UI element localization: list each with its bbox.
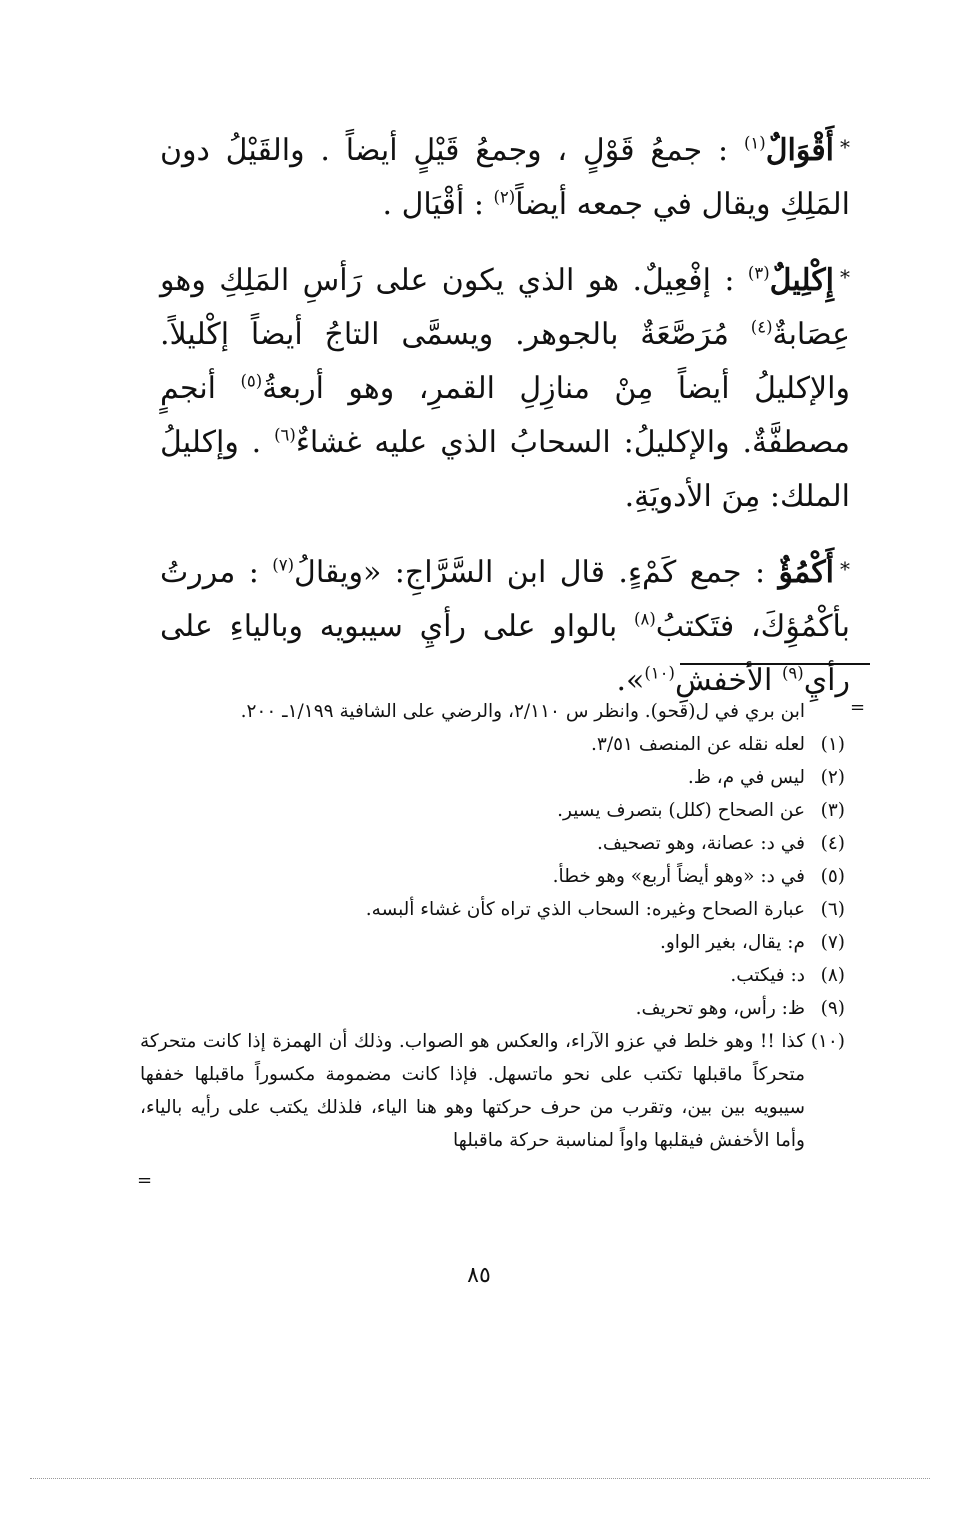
footnote-ref: (٥) (240, 371, 263, 391)
entry-text: : أقْيَال . (382, 187, 484, 222)
footnote-ref: (٨) (634, 609, 656, 629)
footnote-number: (٧) (820, 932, 845, 953)
footnote-ref: (٩) (781, 663, 804, 683)
footnote-ref: (٣) (747, 263, 770, 283)
footnote-text: كذا !! وهو خلط في عزو الآراء، والعكس هو الصواب. وذلك أن الهمزة إذا كانت متحركة متحركاً ماقبلها تكتب على نحو ماتسهل. فإذا كانت مضمومة مكسوراً ماقبلها خففها سيبويه بين بين، وتقرب من حرف حركتها وهو هنا الياء، فلذلك يكتب على رأيه بالياء، وأما الأخفش فيقلبها واواً لمناسبة حركة ماقبلها (140, 1031, 805, 1151)
footnote-3 (140, 794, 845, 827)
footnote-8 (140, 959, 845, 992)
scan-edge-divider (30, 1478, 930, 1479)
footnote-number: (١٠) (810, 1031, 845, 1052)
entry-headword: أَقْوَالٌ (765, 133, 834, 168)
footnote-text: ليس في م، ظ. (687, 767, 805, 788)
footnote-text: ابن بري في ل(قحو). وانظر س ٢/١١٠، والرضي على الشافية ١/١٩٩ـ ٢٠٠. (240, 701, 805, 722)
footnote-ref: (١٠) (644, 663, 675, 683)
footnote-10 (140, 1025, 845, 1157)
footnote-divider (680, 663, 870, 665)
entry-text: أنجمٍ مصطفَّةٌ. والإكليلُ: السحابُ الذي عليه غشاءٌ (160, 371, 850, 460)
footnote-number: (٦) (820, 899, 845, 920)
footnote-text: عبارة الصحاح وغيره: السحاب الذي تراه كأن غشاء ألبسه. (365, 899, 805, 920)
footnote-9 (140, 992, 845, 1025)
footnote-6 (140, 893, 845, 926)
footnote-number: (٣) (820, 800, 845, 821)
main-text (160, 120, 850, 726)
footnote-text: ظ: رأس، وهو تحريف. (635, 998, 805, 1019)
entry-text: : مررتُ بأكْمُؤِكَ، فتَكتبُ (160, 555, 851, 644)
entry-text: ». (616, 663, 645, 698)
footnote-4 (140, 827, 845, 860)
page-number: ٨٥ (467, 1263, 491, 1288)
footnote-number: (٤) (820, 833, 845, 854)
footnote-text: لعله نقله عن المنصف ٣/٥١. (591, 734, 805, 755)
entry-text: : إفْعِيلٌ. هو الذي يكون على رَأسِ المَلِكِ وهو عِصَابةٌ (160, 263, 850, 352)
footnote-text: م: يقال، بغير الواو. (659, 932, 805, 953)
footnote-text: عن الصحاح (كلل) بتصرف يسير. (557, 800, 805, 821)
footnote-number: (١) (820, 734, 845, 755)
footnote-ref: (٦) (274, 425, 296, 445)
entry-text: . وإكليلُ الملك: مِنَ الأدويَةِ. (160, 425, 850, 514)
footnote-number: (٢) (820, 767, 845, 788)
footnote-number: (٥) (820, 866, 845, 887)
entry-iklil (160, 250, 850, 524)
entry-text: مُرَصَّعَةٌ بالجوهر. ويسمَّى التاجُ أيضاً إكْليلاً. والإكليلُ أيضاً مِنْ منازِلِ القمرِ، وهو أربعةُ (160, 317, 850, 406)
entry-headword: إِكْلِيلٌ (769, 263, 834, 298)
entry-akmu (160, 542, 850, 708)
entry-aqwal (160, 120, 850, 232)
entry-headword: أَكْمُؤٌ (778, 555, 834, 590)
entry-text: الأخفشِ (674, 663, 773, 698)
entry-star: * (839, 265, 850, 289)
continuation-mark: = (850, 697, 866, 718)
footnotes (140, 695, 845, 1157)
entry-star: * (839, 557, 850, 581)
footnote-5 (140, 860, 845, 893)
entry-text: بالواو على رأيِ سيبويه وبالياءِ على رأيِ (160, 609, 850, 698)
footnote-ref: (٧) (272, 555, 295, 575)
footnote-7 (140, 926, 845, 959)
footnote-1 (140, 728, 845, 761)
footnote-text: في د: عصانة، وهو تصحيف. (596, 833, 805, 854)
entry-star: * (840, 135, 850, 159)
footnote-text: في د: «وهو أيضاً أربع» وهو خطأ. (552, 866, 805, 887)
footnote-ref: (٢) (493, 187, 516, 207)
entry-text: : جمعُ قَوْلٍ ، وجمعُ قَيْلٍ أيضاً . والقَيْلُ دون المَلِكِ ويقال في جمعه أيضاً (160, 133, 850, 222)
continuation-mark: = (137, 1170, 153, 1191)
footnote-ref: (١) (743, 133, 766, 153)
entry-text: : جمع كَمْءٍ. قال ابن السَّرَّاجِ: «ويقالُ (294, 555, 766, 590)
footnote-2 (140, 761, 845, 794)
footnote-continuation (140, 695, 845, 728)
footnote-text: د: فيكتب. (730, 965, 805, 986)
footnote-ref: (٤) (750, 317, 773, 337)
footnote-number: (٩) (820, 998, 845, 1019)
footnote-number: (٨) (820, 965, 845, 986)
